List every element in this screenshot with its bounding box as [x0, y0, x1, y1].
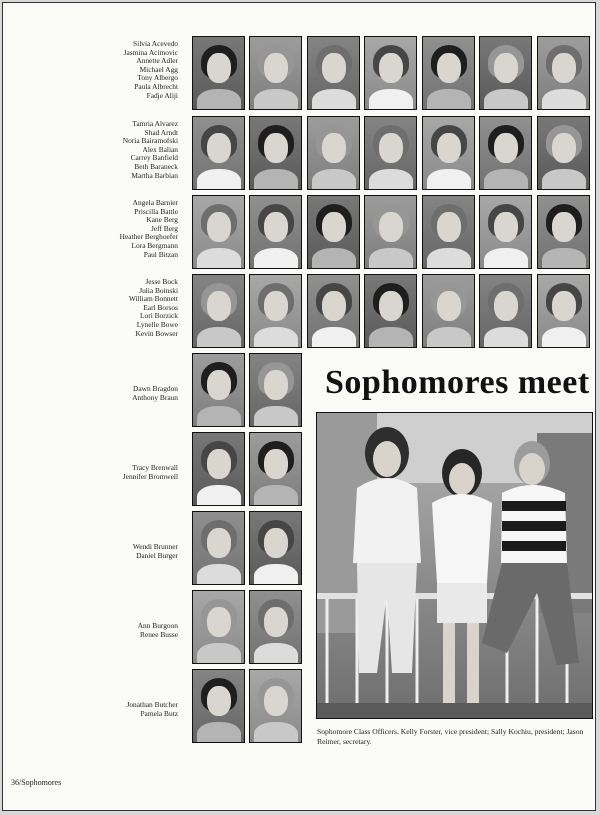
- student-name: Kane Berg: [146, 215, 178, 225]
- student-name: Alex Balian: [142, 144, 178, 154]
- student-name: Jonathan Butcher: [126, 700, 178, 709]
- student-name: Priscilla Battle: [134, 206, 178, 216]
- student-portrait: [249, 116, 302, 190]
- student-portrait: [249, 274, 302, 348]
- student-portrait: [249, 195, 302, 269]
- name-list: [3, 701, 178, 771]
- student-name: Renee Busse: [140, 629, 178, 639]
- student-name: Martha Barbian: [131, 170, 178, 180]
- student-name: Shad Arndt: [144, 127, 178, 137]
- student-name: Jeff Berg: [150, 223, 178, 233]
- student-name: Jennifer Bromwell: [122, 471, 178, 481]
- student-portrait: [307, 274, 360, 348]
- student-portrait: [307, 116, 360, 190]
- student-portrait: [192, 36, 245, 110]
- page-folio: 36/Sophomores: [11, 778, 62, 787]
- student-name: Tamria Alvarez: [132, 119, 178, 128]
- student-portrait: [364, 36, 417, 110]
- student-name: Julia Boinski: [139, 285, 178, 295]
- student-name: Paula Albrecht: [134, 81, 178, 91]
- student-portrait: [307, 195, 360, 269]
- student-name: Ann Burgoon: [137, 621, 178, 630]
- student-name: Noria Bairamofski: [122, 136, 178, 146]
- name-block: [138, 622, 178, 639]
- student-name: Daniel Burger: [136, 550, 178, 560]
- student-portrait: [192, 353, 245, 427]
- student-name: Michael Agg: [139, 64, 178, 74]
- student-name: Angela Barnier: [132, 198, 178, 207]
- student-portrait: [192, 590, 245, 664]
- student-portrait: [422, 195, 475, 269]
- student-name: Kevin Bowser: [135, 328, 178, 338]
- name-block: [132, 385, 178, 402]
- student-name: Tony Albergo: [137, 73, 178, 83]
- student-portrait: [249, 511, 302, 585]
- name-list: [3, 464, 178, 534]
- name-block: [126, 701, 178, 718]
- student-name: Beth Baraneck: [134, 161, 178, 171]
- name-list: [3, 40, 178, 110]
- name-block: [129, 278, 178, 338]
- student-portrait: [364, 274, 417, 348]
- name-block: [123, 464, 178, 481]
- student-portrait: [192, 669, 245, 743]
- student-portrait: [537, 116, 590, 190]
- student-portrait: [364, 116, 417, 190]
- student-portrait: [249, 353, 302, 427]
- student-portrait: [479, 116, 532, 190]
- yearbook-page: [2, 2, 596, 811]
- student-portrait: [307, 36, 360, 110]
- student-name: Heather Berghoefer: [119, 232, 178, 242]
- student-name: Anthony Braun: [132, 392, 178, 402]
- student-name: William Bonnett: [128, 294, 178, 304]
- name-list: [3, 543, 178, 613]
- student-name: Jasmina Acimovic: [123, 47, 178, 57]
- student-name: Annette Adler: [136, 56, 178, 66]
- student-name: Carrey Banfield: [130, 153, 178, 163]
- student-portrait: [249, 432, 302, 506]
- student-portrait: [422, 274, 475, 348]
- name-list: [3, 199, 178, 269]
- student-portrait: [422, 116, 475, 190]
- name-list: [3, 385, 178, 455]
- name-list: [3, 120, 178, 190]
- student-portrait: [422, 36, 475, 110]
- name-block: [124, 40, 178, 100]
- photo-caption: Sophomore Class Officers. Kelly Forster, vice president; Sally Kochiu, president; Jason Reimer, secretary.: [317, 727, 584, 746]
- name-block: [120, 199, 178, 259]
- student-portrait: [192, 432, 245, 506]
- name-list: [3, 278, 178, 348]
- name-block: [123, 120, 178, 180]
- student-name: Lori Borzick: [140, 311, 178, 321]
- student-portrait: [537, 274, 590, 348]
- name-list: [3, 622, 178, 692]
- student-name: Wendi Brunner: [132, 542, 178, 551]
- student-portrait: [479, 36, 532, 110]
- student-name: Silvia Acevedo: [133, 39, 178, 48]
- student-portrait: [192, 511, 245, 585]
- student-name: Earl Borsos: [143, 302, 178, 312]
- student-portrait: [249, 669, 302, 743]
- student-name: Pamela Butz: [140, 708, 178, 718]
- student-portrait: [249, 590, 302, 664]
- student-portrait: [249, 36, 302, 110]
- student-portrait: [192, 274, 245, 348]
- student-portrait: [192, 195, 245, 269]
- student-portrait: [537, 195, 590, 269]
- student-portrait: [479, 274, 532, 348]
- page-headline: Sophomores meet: [325, 364, 590, 401]
- student-portrait: [479, 195, 532, 269]
- class-officers-photo: [316, 412, 593, 719]
- class-officers-illustration: [317, 413, 593, 719]
- student-name: Tracy Brenwall: [132, 463, 178, 472]
- student-name: Jesse Bock: [145, 277, 178, 286]
- name-block: [133, 543, 178, 560]
- student-name: Paul Bitzan: [143, 249, 178, 259]
- student-portrait: [537, 36, 590, 110]
- student-name: Fadje Aliji: [146, 90, 178, 100]
- student-portrait: [364, 195, 417, 269]
- student-name: Lora Bergmann: [131, 240, 178, 250]
- student-name: Dawn Bragdon: [133, 384, 178, 393]
- student-portrait: [192, 116, 245, 190]
- student-name: Lynelle Bowe: [136, 319, 178, 329]
